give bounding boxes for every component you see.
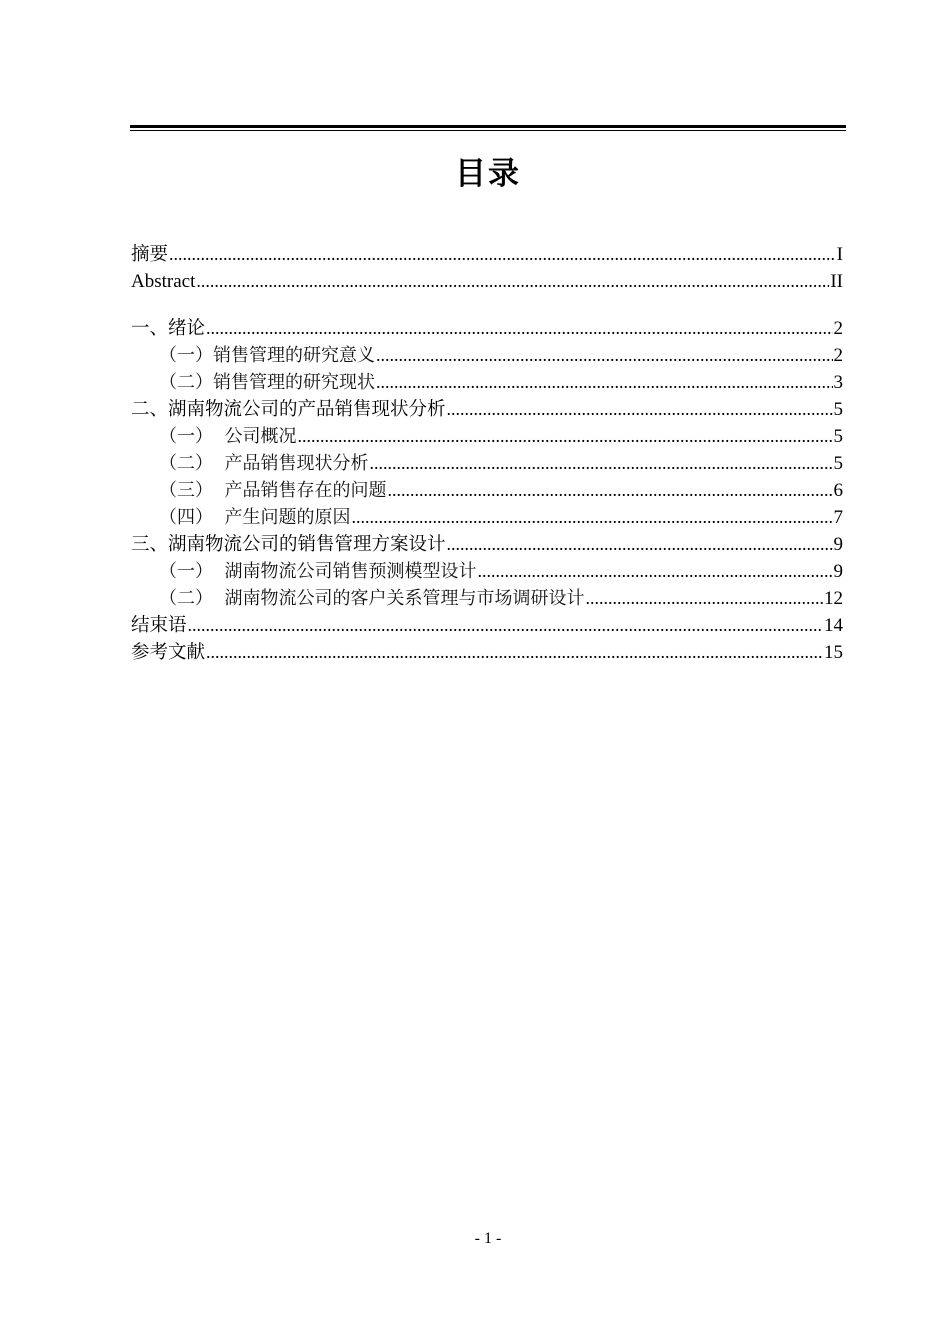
toc-entry-label: （四） 产生问题的原因 <box>159 507 351 528</box>
page-number-footer: - 1 - <box>474 1230 502 1247</box>
toc-entry-label: 摘要 <box>131 244 169 265</box>
toc-entry-page: 2 <box>833 345 843 366</box>
toc-entry-label: （二） 湖南物流公司的客户关系管理与市场调研设计 <box>159 588 585 609</box>
toc-entry[interactable] <box>131 268 843 295</box>
toc-entry[interactable] <box>131 241 843 268</box>
toc-entry-label: 二、湖南物流公司的产品销售现状分析 <box>131 399 446 420</box>
toc-leader-dots <box>477 558 832 585</box>
toc-entry[interactable] <box>131 396 843 423</box>
toc-entry-page: 9 <box>833 561 843 582</box>
header-rule-thick <box>130 125 846 128</box>
toc-entry-page: 3 <box>833 372 843 393</box>
toc-entry[interactable] <box>131 369 843 396</box>
toc-leader-dots <box>297 423 832 450</box>
toc-entry[interactable] <box>131 477 843 504</box>
toc-entry-page: I <box>836 244 843 265</box>
toc-entry[interactable] <box>131 504 843 531</box>
toc-leader-dots <box>447 531 833 558</box>
toc-entry-page: 5 <box>833 399 843 420</box>
toc-entry[interactable] <box>131 423 843 450</box>
toc-entry-page: 14 <box>824 615 843 636</box>
toc-entry-label: （一）销售管理的研究意义 <box>159 345 375 366</box>
toc-entry[interactable] <box>131 531 843 558</box>
toc-entry[interactable] <box>131 315 843 342</box>
toc-entry-label: （二） 产品销售现状分析 <box>159 453 369 474</box>
toc-entry[interactable] <box>131 342 843 369</box>
toc-leader-dots <box>169 241 836 268</box>
toc-leader-dots <box>206 639 823 666</box>
toc-entry-label: 参考文献 <box>131 642 206 663</box>
toc-leader-dots <box>447 396 833 423</box>
toc-entry-page: 2 <box>833 318 843 339</box>
toc-leader-dots <box>376 342 833 369</box>
toc-leader-dots <box>376 369 833 396</box>
toc-spacer <box>131 295 843 315</box>
toc-entry[interactable] <box>131 558 843 585</box>
toc-entry-page: 15 <box>824 642 843 663</box>
toc-entry-label: （二）销售管理的研究现状 <box>159 372 375 393</box>
toc-leader-dots <box>387 477 832 504</box>
table-of-contents <box>131 241 843 666</box>
toc-leader-dots <box>196 268 829 295</box>
toc-leader-dots <box>188 612 823 639</box>
toc-entry-page: 6 <box>833 480 843 501</box>
toc-entry-page: 7 <box>833 507 843 528</box>
toc-leader-dots <box>351 504 832 531</box>
toc-entry-label: 一、绪论 <box>131 318 206 339</box>
toc-entry-page: 12 <box>824 588 843 609</box>
page-title: 目录 <box>455 156 521 192</box>
toc-leader-dots <box>206 315 832 342</box>
toc-entry-label: Abstract <box>131 271 196 292</box>
toc-entry-page: 9 <box>833 534 843 555</box>
toc-entry[interactable] <box>131 450 843 477</box>
toc-entry-page: 5 <box>833 453 843 474</box>
toc-entry-label: 三、湖南物流公司的销售管理方案设计 <box>131 534 446 555</box>
toc-leader-dots <box>369 450 832 477</box>
toc-entry-page: 5 <box>833 426 843 447</box>
toc-entry-label: （三） 产品销售存在的问题 <box>159 480 387 501</box>
toc-entry[interactable] <box>131 585 843 612</box>
header-rule-thin <box>130 130 846 131</box>
toc-entry[interactable] <box>131 639 843 666</box>
toc-entry-page: II <box>830 271 843 292</box>
toc-entry-label: （一） 公司概况 <box>159 426 297 447</box>
toc-entry[interactable] <box>131 612 843 639</box>
toc-leader-dots <box>585 585 823 612</box>
toc-entry-label: （一） 湖南物流公司销售预测模型设计 <box>159 561 477 582</box>
toc-entry-label: 结束语 <box>131 615 187 636</box>
